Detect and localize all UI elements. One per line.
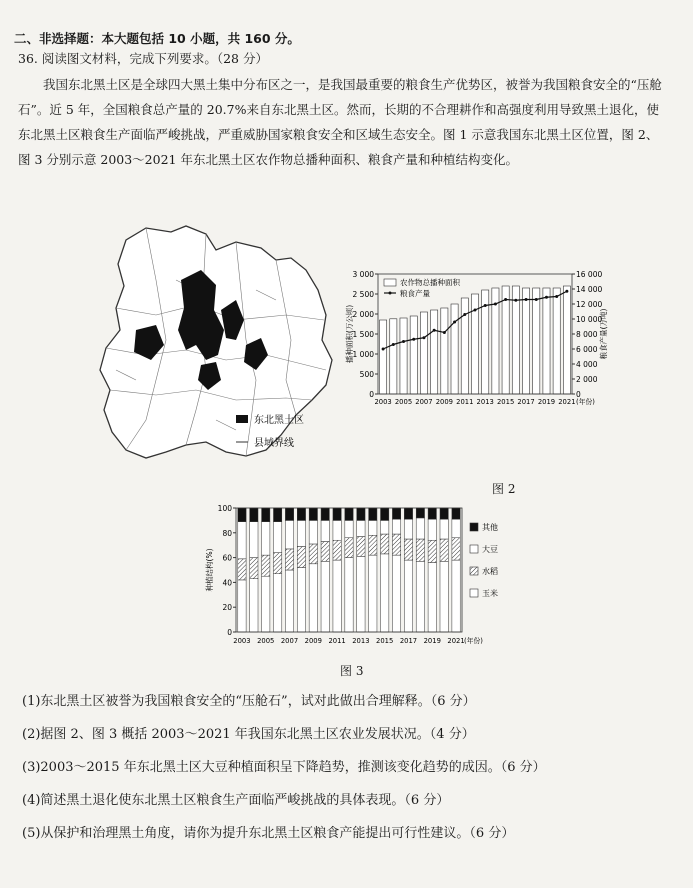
fig3-legend-label: 水稻 [482, 567, 498, 576]
fig2-point [504, 298, 507, 301]
fig3-legend-label: 大豆 [482, 545, 498, 554]
fig2-point [545, 296, 548, 299]
fig3-bar-segment [369, 535, 377, 555]
fig2-bar [400, 318, 407, 394]
fig3-xtick-label: 2019 [423, 637, 441, 645]
fig2-y2tick-label: 10 000 [576, 315, 603, 324]
fig2-xlabel: (年份) [576, 398, 595, 406]
fig3-ylabel: 种植结构(%) [205, 548, 214, 592]
fig2-xtick-label: 2021 [558, 398, 576, 406]
fig3-bar-segment [440, 508, 448, 519]
question-1: (1)东北黑土区被誉为我国粮食安全的“压舱石”，试对此做出合理解释。（6 分） [22, 694, 476, 709]
fig2-legend-line-marker [389, 292, 392, 295]
fig3-bar-segment [321, 520, 329, 541]
fig2-bar [563, 286, 570, 394]
figure2-caption: 图 2 [492, 482, 516, 496]
fig3-bar-segment [416, 539, 424, 561]
fig2-point [494, 303, 497, 306]
fig3-bar-segment [392, 555, 400, 632]
fig3-bar-segment [273, 574, 281, 632]
fig3-legend-swatch [470, 545, 478, 553]
fig3-bar-segment [309, 544, 317, 564]
fig2-bar [522, 288, 529, 394]
fig2-ytick-label: 0 [369, 390, 374, 399]
fig3-bar-segment [262, 555, 270, 576]
fig3-xtick-label: 2017 [399, 637, 418, 645]
fig2-y2tick-label: 4 000 [576, 360, 598, 369]
fig3-bar-segment [273, 522, 281, 553]
fig3-bar-segment [273, 553, 281, 574]
fig3-bar-segment [238, 559, 246, 580]
fig3-bar-segment [428, 519, 436, 540]
figure3-chart [200, 500, 520, 652]
fig3-bar-segment [428, 540, 436, 562]
figure2-chart [340, 262, 670, 422]
fig2-xtick-label: 2003 [374, 398, 392, 406]
fig3-xtick-label: 2007 [280, 637, 299, 645]
fig3-bar-segment [333, 560, 341, 632]
fig3-xlabel: (年份) [464, 637, 483, 645]
fig2-legend-bar-label: 农作物总播种面积 [400, 278, 460, 287]
fig2-y2tick-label: 14 000 [576, 285, 603, 294]
fig3-bar-segment [262, 576, 270, 632]
fig3-bar-segment [333, 540, 341, 560]
fig2-point [514, 299, 517, 302]
fig2-point [382, 348, 385, 351]
fig2-bar [431, 310, 438, 394]
fig3-bar-segment [369, 508, 377, 520]
fig2-point [402, 340, 405, 343]
fig2-y2label: 粮食产量(万吨) [599, 308, 608, 360]
fig2-point [565, 290, 568, 293]
fig3-bar-segment [238, 580, 246, 632]
fig3-legend-swatch [470, 523, 478, 531]
fig3-ytick-label: 60 [222, 553, 232, 563]
fig3-bar-segment [428, 508, 436, 519]
fig2-bar [533, 288, 540, 394]
fig3-bar-segment [392, 534, 400, 555]
legend-black-soil-label: 东北黑土区 [254, 415, 304, 426]
fig3-bar-segment [357, 508, 365, 520]
question-5: (5)从保护和治理黑土角度，请你为提升东北黑土区粮食产能提出可行性建议。（6 分） [22, 826, 515, 841]
fig2-y2tick-label: 6 000 [576, 345, 598, 354]
fig3-bar-segment [357, 537, 365, 557]
fig3-bar-segment [392, 508, 400, 519]
section-header: 二、非选择题：本大题包括 10 小题，共 160 分。 [14, 31, 300, 46]
fig3-bar-segment [345, 558, 353, 632]
fig2-xtick-label: 2013 [476, 398, 494, 406]
fig3-ytick-label: 20 [222, 603, 232, 613]
legend-black-soil-swatch [236, 415, 248, 423]
fig3-legend-swatch [470, 567, 478, 575]
legend-county-label: 县域界线 [254, 438, 294, 449]
fig3-bar-segment [452, 519, 460, 538]
fig2-xtick-label: 2017 [517, 398, 535, 406]
fig2-point [525, 298, 528, 301]
fig2-xtick-label: 2005 [394, 398, 413, 406]
fig3-ytick-label: 0 [227, 628, 232, 637]
fig2-ytick-label: 3 000 [352, 270, 374, 279]
fig2-bar [390, 319, 397, 394]
fig2-y2tick-label: 2 000 [576, 375, 598, 384]
fig3-bar-segment [345, 520, 353, 537]
fig3-bar-segment [297, 546, 305, 567]
fig3-bar-segment [416, 561, 424, 632]
fig2-point [392, 343, 395, 346]
fig3-bar-segment [369, 555, 377, 632]
fig2-bar [441, 308, 448, 394]
fig3-bar-segment [309, 520, 317, 544]
fig2-bar [380, 320, 387, 394]
fig2-y2tick-label: 12 000 [576, 300, 603, 309]
fig2-point [555, 295, 558, 298]
fig2-point [422, 336, 425, 339]
fig3-bar-segment [273, 508, 281, 522]
fig2-bar [420, 312, 427, 394]
fig3-bar-segment [452, 560, 460, 632]
fig3-bar-segment [285, 549, 293, 570]
fig3-legend-swatch [470, 589, 478, 597]
fig2-legend-bar-swatch [384, 279, 396, 286]
fig3-xtick-label: 2009 [304, 637, 322, 645]
fig3-xtick-label: 2021 [447, 637, 465, 645]
fig2-point [535, 298, 538, 301]
fig3-ytick-label: 100 [217, 504, 232, 513]
fig3-xtick-label: 2013 [352, 637, 370, 645]
figure1-map [86, 220, 346, 480]
fig2-bar [502, 286, 509, 394]
fig3-bar-segment [440, 561, 448, 632]
fig3-bar-segment [345, 538, 353, 558]
fig3-bar-segment [250, 508, 258, 522]
fig2-ytick-label: 1 000 [352, 350, 374, 359]
fig2-ytick-label: 1 500 [352, 330, 374, 339]
question-intro: 36. 阅读图文材料，完成下列要求。（28 分） [18, 51, 268, 66]
fig3-bar-segment [416, 508, 424, 518]
fig2-bar [410, 316, 417, 394]
fig2-y2tick-label: 8 000 [576, 330, 598, 339]
fig2-point [433, 329, 436, 332]
fig3-bar-segment [250, 558, 258, 579]
fig3-xtick-label: 2011 [328, 637, 346, 645]
fig2-point [453, 321, 456, 324]
fig3-bar-segment [381, 554, 389, 632]
fig2-point [443, 331, 446, 334]
fig3-bar-segment [357, 556, 365, 632]
fig3-bar-segment [297, 508, 305, 520]
fig3-bar-segment [404, 508, 412, 519]
fig3-xtick-label: 2015 [376, 637, 394, 645]
fig2-xtick-label: 2015 [496, 398, 515, 406]
fig2-bar [553, 288, 560, 394]
fig2-point [463, 313, 466, 316]
question-3: (3)2003～2015 年东北黑土区大豆种植面积呈下降趋势，推测该变化趋势的成因。（6 分） [22, 760, 546, 775]
fig3-bar-segment [297, 568, 305, 632]
fig2-point [484, 304, 487, 307]
fig3-bar-segment [285, 508, 293, 520]
fig3-bar-segment [428, 563, 436, 632]
fig2-xtick-label: 2007 [415, 398, 433, 406]
fig3-bar-segment [440, 519, 448, 539]
fig3-bar-segment [381, 508, 389, 520]
fig3-bar-segment [392, 519, 400, 534]
fig3-bar-segment [333, 508, 341, 520]
fig2-bar [451, 304, 458, 394]
fig2-bar [512, 286, 519, 394]
fig2-legend-line-label: 粮食产量 [400, 289, 430, 298]
fig3-bar-segment [404, 519, 412, 539]
fig2-ytick-label: 500 [359, 370, 374, 379]
fig3-bar-segment [262, 522, 270, 555]
fig2-xtick-label: 2009 [435, 398, 454, 406]
fig3-bar-segment [440, 539, 448, 561]
question-4: (4)简述黑土退化使东北黑土区粮食生产面临严峻挑战的具体表现。（6 分） [22, 793, 450, 808]
fig2-xtick-label: 2019 [537, 398, 556, 406]
fig3-bar-segment [416, 518, 424, 539]
fig3-bar-segment [250, 522, 258, 558]
fig3-bar-segment [262, 508, 270, 522]
fig3-bar-segment [345, 508, 353, 520]
fig3-xtick-label: 2005 [257, 637, 275, 645]
fig3-bar-segment [369, 520, 377, 535]
fig3-bar-segment [297, 520, 305, 546]
fig2-xtick-label: 2011 [456, 398, 474, 406]
fig2-bar [543, 288, 550, 394]
fig3-bar-segment [452, 508, 460, 519]
fig2-point [474, 309, 477, 312]
fig3-bar-segment [381, 534, 389, 554]
fig3-bar-segment [321, 561, 329, 632]
fig3-legend-label: 玉米 [482, 589, 498, 598]
fig2-ytick-label: 2 000 [352, 310, 374, 319]
fig3-bar-segment [321, 541, 329, 561]
fig3-bar-segment [250, 579, 258, 632]
fig3-bar-segment [285, 570, 293, 632]
question-2: (2)据图 2、图 3 概括 2003～2021 年我国东北黑土区农业发展状况。（4 分） [22, 727, 475, 742]
figure3-caption: 图 3 [340, 664, 364, 678]
fig3-ytick-label: 40 [222, 578, 232, 588]
fig3-bar-segment [357, 520, 365, 536]
fig3-bar-segment [333, 520, 341, 540]
material-paragraph: 我国东北黑土区是全球四大黑土集中分布区之一，是我国最重要的粮食生产优势区，被誉为我国粮食安全的“压舱石”。近 5 年，全国粮食总产量的 20.7%来自东北黑土区。然而，长期的不合理耕作和高强度利用导致黑土退化，使东北黑土区粮食生产面临严峻挑战，严重威胁国家粮食安全和区域生态安全。图 1 示意我国东北黑土区位置，图 2、图 3 分别示意 2003～2021 年东北黑土区农作物总播种面积、粮食产量和种植结构变化。 [18, 77, 662, 167]
fig3-bar-segment [404, 560, 412, 632]
fig3-ytick-label: 80 [222, 528, 232, 538]
fig3-xtick-label: 2003 [233, 637, 251, 645]
fig2-bar [461, 298, 468, 394]
fig3-bar-segment [309, 508, 317, 520]
fig2-ylabel: 播种面积(万公顷) [345, 304, 354, 364]
fig3-legend-label: 其他 [482, 523, 498, 532]
fig3-bar-segment [238, 508, 246, 522]
fig3-bar-segment [321, 508, 329, 520]
fig3-bar-segment [238, 522, 246, 559]
fig2-y2tick-label: 16 000 [576, 270, 603, 279]
fig2-point [412, 338, 415, 341]
fig2-ytick-label: 2 500 [352, 290, 374, 299]
fig3-bar-segment [285, 520, 293, 549]
fig3-bar-segment [404, 539, 412, 560]
fig2-y2tick-label: 0 [576, 390, 581, 399]
fig3-bar-segment [309, 564, 317, 632]
fig3-bar-segment [381, 520, 389, 534]
fig3-bar-segment [452, 538, 460, 560]
